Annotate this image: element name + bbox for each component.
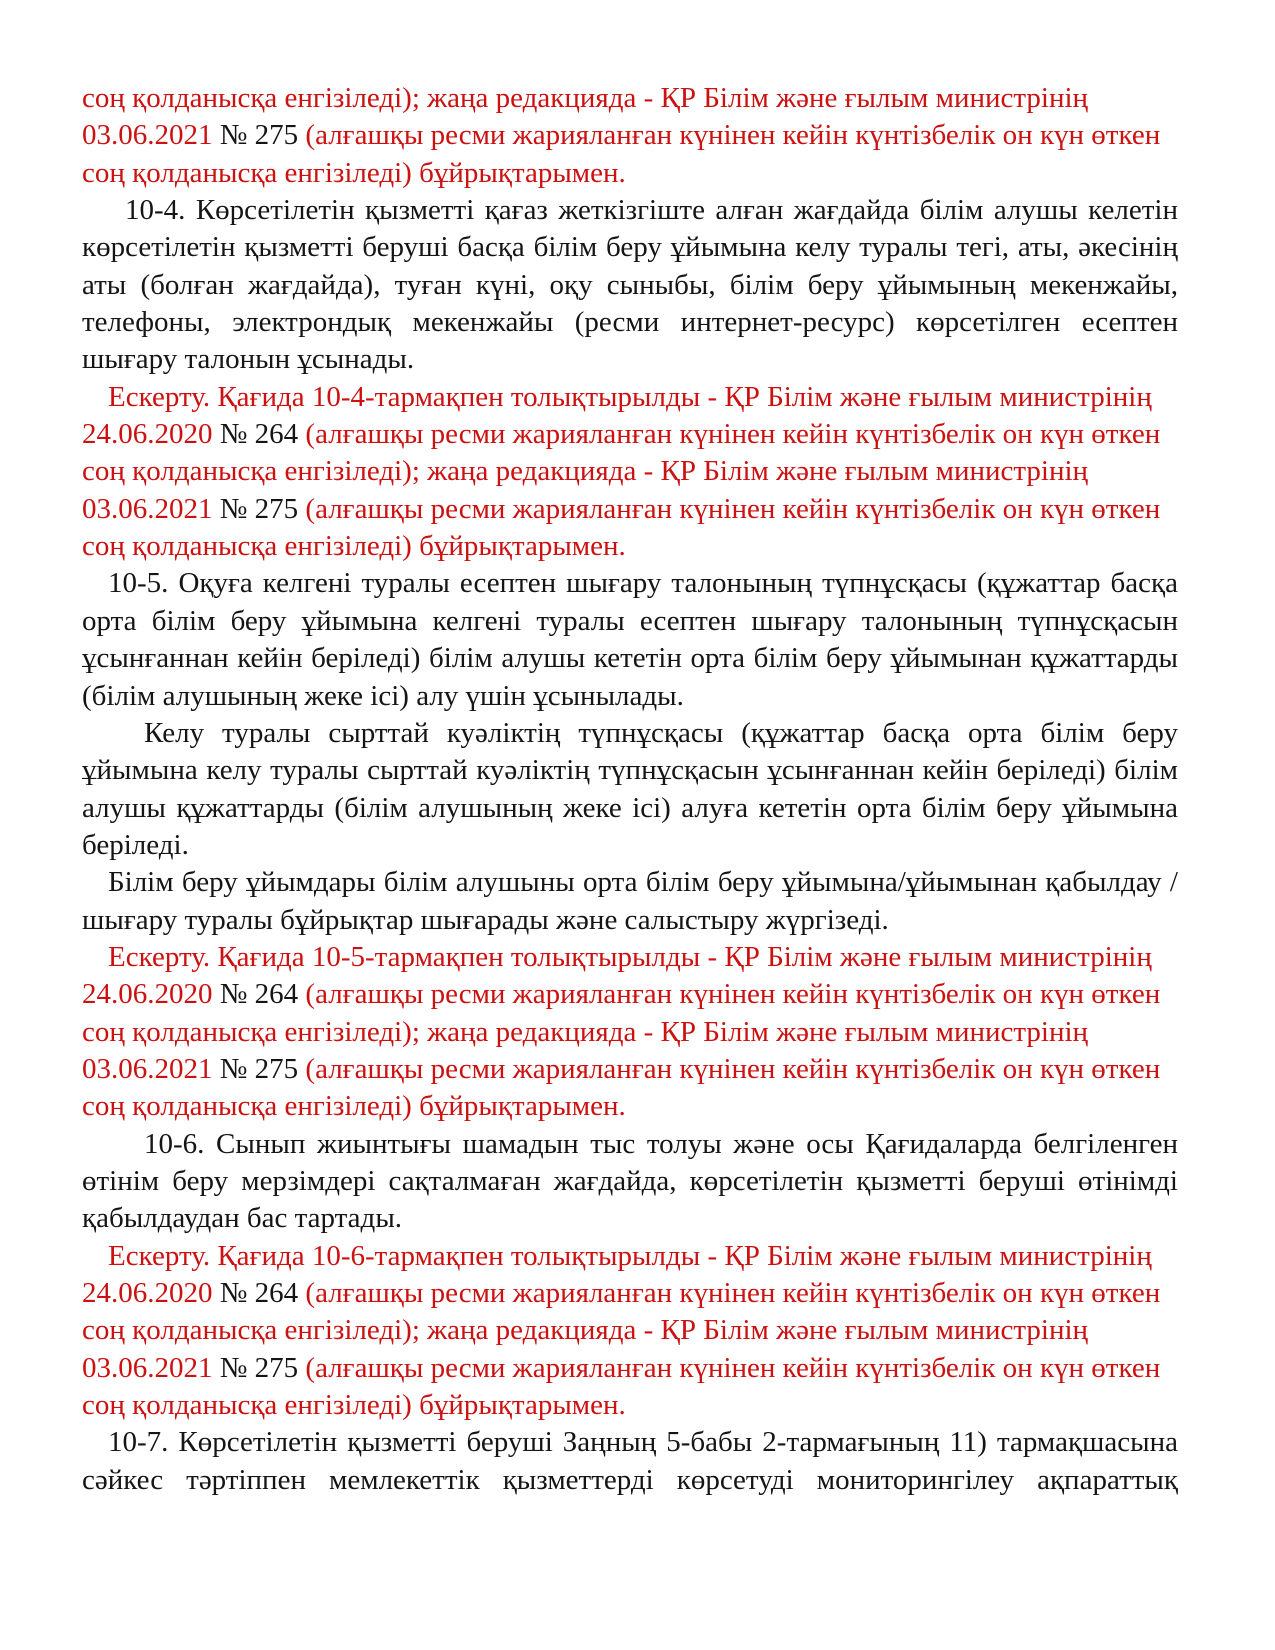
document-text: № 275 [219, 119, 299, 152]
amendment-note-text: (алғашқы ресми жарияланған күнінен кейін күнтізбелік он күн өткен соң қолданысқа енгізіледі) бұйрықтарымен. [82, 492, 1161, 563]
document-text: Білім беру ұйымдары білім алушыны орта білім беру ұйымына/ұйымынан қабылдау / шығару туралы бұйрықтар шығарады және салыстыру жүргізеді. [82, 866, 1178, 936]
amendment-note-text: (алғашқы ресми жарияланған күнінен кейін күнтізбелік он күн өткен соң қолданысқа енгізіледі) бұйрықтарымен. [82, 119, 1161, 189]
clause-10-4 [82, 192, 1178, 379]
amendment-note-text: Ескерту. Қағида 10-6-тармақпен толықтырылды - ҚР Білім және ғылым министрінің 24.06.2020 [82, 1239, 1152, 1309]
document-text: 10-6. Сынып жиынтығы шамадын тыс толуы және осы Қағидаларда белгіленген өтінім беру мерзімдері сақталмаған жағдайда, көрсетілетін қызметті беруші өтінімді қабылдаудан бас тартады. [82, 1127, 1178, 1235]
clause-10-6 [82, 1126, 1178, 1238]
amendment-note-text: (алғашқы ресми жарияланған күнінен кейін күнтізбелік он күн өткен соң қолданысқа енгізіледі) бұйрықтарымен. [82, 1052, 1161, 1123]
document-text: № 264 [219, 418, 299, 451]
note-10-5 [82, 939, 1178, 1126]
amendment-note-text: Ескерту. Қағида 10-4-тармақпен толықтырылды - ҚР Білім және ғылым министрінің 24.06.2020 [82, 380, 1152, 451]
document-text: 10-5. Оқуға келгені туралы есептен шығару талонының түпнұсқасы (құжаттар басқа орта білім беру ұйымына келгені туралы есептен шығару талонының түпнұсқасын ұсынғаннан кейін беріледі) білім алушы кететін орта білім беру ұйымынан құжаттарды (білім алушының жеке ісі) алу үшін ұсынылады. [82, 567, 1178, 712]
clause-10-5-para-2 [82, 715, 1178, 864]
document-text: 10-7. Көрсетілетін қызметті беруші Заңның 5-бабы 2-тармағының 11) тармақшасына сәйкес тәртіппен мемлекеттік қызметтерді көрсетуді мониторингілеу ақпараттық [82, 1426, 1178, 1496]
note-10-6 [82, 1238, 1178, 1425]
document-text: 10-4. Көрсетілетін қызметті қағаз жеткізгіште алған жағдайда білім алушы келетін көрсетілетін қызметті беруші басқа білім беру ұйымына келу туралы тегі, аты, әкесінің аты (болған жағдайда), туған күні, оқу сыныбы, білім беру ұйымының мекенжайы, телефоны, электрондық мекенжайы (ресми интернет-ресурс) көрсетілген есептен шығару талонын ұсынады. [82, 194, 1178, 376]
clause-10-5 [82, 565, 1178, 714]
amendment-note-text: (алғашқы ресми жарияланған күнінен кейін күнтізбелік он күн өткен соң қолданысқа енгізіледі); жаңа редакцияда - ҚР Білім және ғылым министрінің 03.06.2021 [82, 418, 1161, 525]
amendment-note-text: соң қолданысқа енгізіледі); жаңа редакцияда - ҚР Білім және ғылым министрінің 03.06.2021 [82, 82, 1089, 152]
amendment-note-text: (алғашқы ресми жарияланған күнінен кейін күнтізбелік он күн өткен соң қолданысқа енгізіледі) бұйрықтарымен. [82, 1351, 1161, 1422]
clause-10-7 [82, 1424, 1178, 1499]
amendment-note-text: (алғашқы ресми жарияланған күнінен кейін күнтізбелік он күн өткен соң қолданысқа енгізіледі); жаңа редакцияда - ҚР Білім және ғылым министрінің 03.06.2021 [82, 1277, 1161, 1384]
amendment-note-text: Ескерту. Қағида 10-5-тармақпен толықтырылды - ҚР Білім және ғылым министрінің 24.06.2020 [82, 940, 1152, 1011]
amendment-note-text: (алғашқы ресми жарияланған күнінен кейін күнтізбелік он күн өткен соң қолданысқа енгізіледі); жаңа редакцияда - ҚР Білім және ғылым министрінің 03.06.2021 [82, 978, 1161, 1085]
document-text: № 264 [219, 1277, 299, 1309]
note-10-4 [82, 379, 1178, 566]
document-text: № 275 [219, 492, 299, 525]
clause-10-5-para-3 [82, 864, 1178, 939]
document-text: № 275 [219, 1351, 299, 1384]
document-text: № 264 [219, 978, 299, 1011]
document-text: Келу туралы сырттай куәліктің түпнұсқасы (құжаттар басқа орта білім беру ұйымына келу туралы сырттай куәліктің түпнұсқасын ұсынғаннан кейін беріледі) білім алушы құжаттарды (білім алушының жеке ісі) алуға кететін орта білім беру ұйымына беріледі. [82, 716, 1178, 861]
document-text: № 275 [219, 1052, 299, 1085]
note-continuation-top [82, 80, 1178, 192]
